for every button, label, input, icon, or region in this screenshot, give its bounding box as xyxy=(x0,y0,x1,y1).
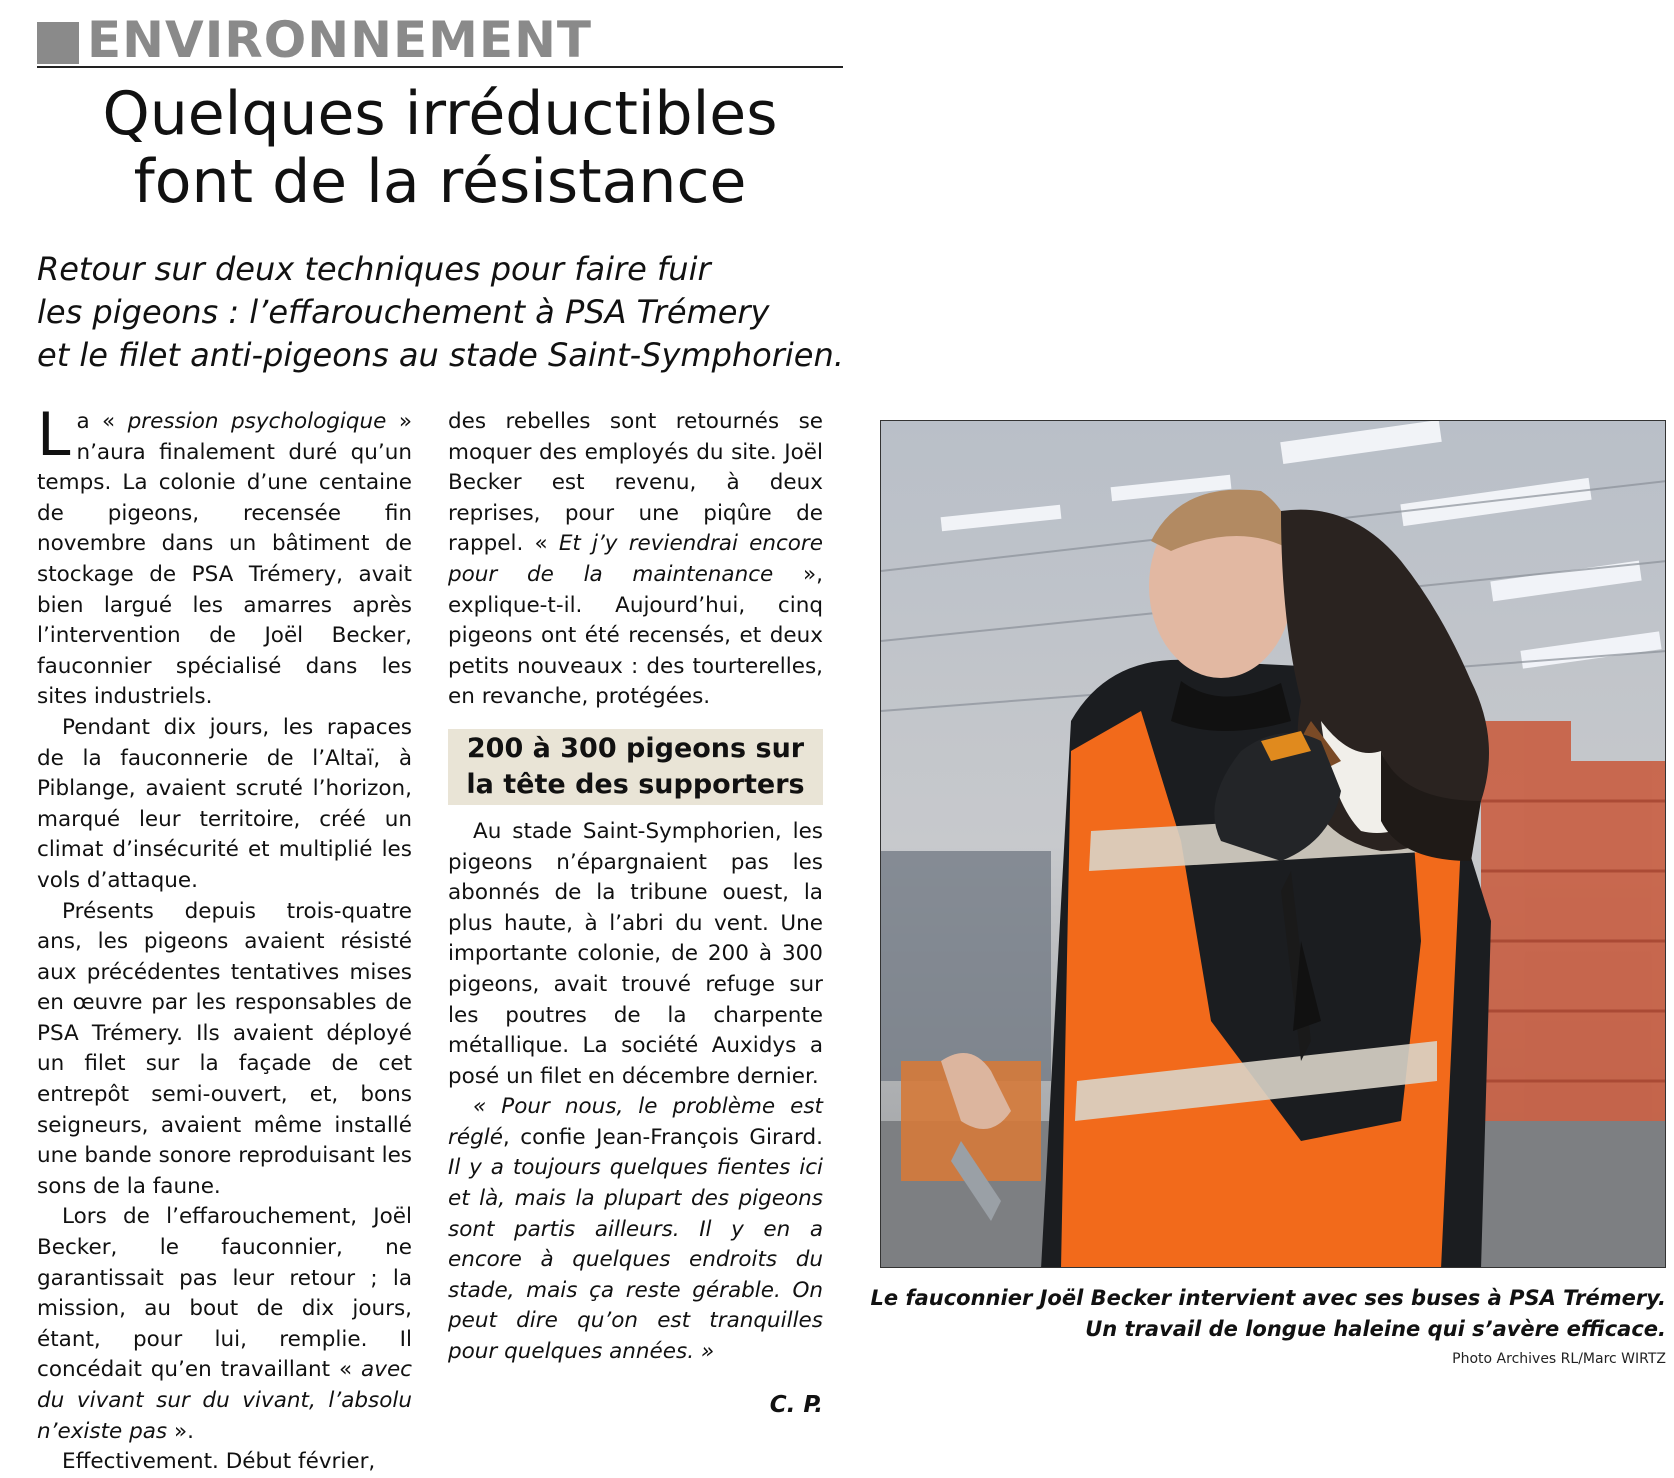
standfirst-line-3: et le filet anti-pigeons au stade Saint-Symphorien. xyxy=(37,336,844,374)
subheading xyxy=(448,729,823,805)
quote-run: « Pour nous, le problème est réglé xyxy=(448,1094,823,1150)
paragraph xyxy=(448,407,823,713)
text-run: Lors de l’effarouchement, Joël Becker, le fauconnier, ne garantissait pas leur retour ; la mission, au bout de dix jours, étant, pour lui, remplie. Il concédait qu’en travaillant « xyxy=(37,1204,412,1383)
headline-line-2: font de la résistance xyxy=(133,147,747,217)
text-run: », explique-t-il. Aujourd’hui, cinq pigeons ont été recensés, et deux petits nouveaux : des tourterelles, en revanche, protégées. xyxy=(448,561,823,710)
text-run: , confie Jean-François Girard. xyxy=(502,1124,823,1150)
subheading-line-2: la tête des supporters xyxy=(466,768,805,800)
standfirst xyxy=(37,248,857,377)
headline xyxy=(37,80,843,216)
paragraph: Effectivement. Début février, xyxy=(62,1449,376,1475)
quote-run: Il y a toujours quelques fientes ici et là, mais la plupart des pigeons sont partis ailleurs. Il y en a encore à quelques endroits du stade, mais ça reste gérable. On peut dire qu’on est tranquilles pour quelques années. » xyxy=(448,1155,823,1365)
caption-line-1: Le fauconnier Joël Becker intervient avec ses buses à PSA Trémery. xyxy=(870,1286,1666,1310)
paragraph xyxy=(448,1092,823,1367)
author-signature: C. P. xyxy=(769,1391,823,1418)
paragraph: Au stade Saint-Symphorien, les pigeons n’épargnaient pas les abonnés de la tribune ouest, la plus haute, à l’abri du vent. Une importante colonie, de 200 à 300 pigeons, avait trouvé refuge sur les poutres de la charpente métallique. La société Auxidys a posé un filet en décembre dernier. xyxy=(448,818,823,1089)
standfirst-line-1: Retour sur deux techniques pour faire fuir xyxy=(37,250,711,288)
article-column-1 xyxy=(37,400,412,1478)
quote-run: Et j’y reviendrai encore pour de la maintenance xyxy=(448,531,824,587)
rubric-square-icon xyxy=(37,22,79,64)
paragraph xyxy=(37,400,412,713)
storage-crates-icon xyxy=(1481,721,1666,1121)
caption-line-2: Un travail de longue haleine qui s’avère efficace. xyxy=(1085,1317,1666,1341)
photo-credit: Photo Archives RL/Marc WIRTZ xyxy=(1452,1351,1666,1367)
section-rubric xyxy=(37,12,843,68)
quote-run: avec du vivant sur du vivant, l’absolu n’existe pas xyxy=(37,1357,412,1444)
headline-line-1: Quelques irréductibles xyxy=(102,79,778,149)
paragraph: Pendant dix jours, les rapaces de la fauconnerie de l’Altaï, à Piblange, avaient scruté l’horizon, marqué leur territoire, créé un climat d’insécurité et multiplié les vols d’attaque. xyxy=(37,714,412,893)
falconer-with-hawk-illustration xyxy=(881,421,1666,1268)
drop-cap: L xyxy=(37,400,71,470)
text-run: » n’aura finalement duré qu’un temps. La colonie d’une centaine de pigeons, recensée fin novembre dans un bâtiment de stockage de PSA Trémery, avait bien largué les amarres après l’intervention de Joël Becker, fauconnier spécialisé dans les sites industriels. xyxy=(37,409,412,710)
rubric-label: ENVIRONNEMENT xyxy=(87,11,593,69)
quote-run: pression psychologique xyxy=(127,409,387,434)
photo-caption xyxy=(860,1283,1666,1345)
text-run: ». xyxy=(167,1418,194,1444)
paragraph: Présents depuis trois-quatre ans, les pigeons avaient résisté aux précédentes tentatives mises en œuvre par les responsables de PSA Trémery. Ils avaient déployé un filet sur la façade de cet entrepôt semi-ouvert, et, bons seigneurs, avaient même installé une bande sonore reproduisant les sons de la faune. xyxy=(37,898,412,1199)
text-run: a « xyxy=(76,409,128,434)
text-run: des rebelles sont retournés se moquer des employés du site. Joël Becker est revenu, à deux reprises, pour une piqûre de rappel. « xyxy=(448,409,823,557)
article-column-2 xyxy=(448,407,823,1420)
standfirst-line-2: les pigeons : l’effarouchement à PSA Trémery xyxy=(37,293,770,331)
article-photo xyxy=(880,420,1666,1268)
subheading-line-1: 200 à 300 pigeons sur xyxy=(466,732,805,764)
paragraph xyxy=(37,1202,412,1447)
